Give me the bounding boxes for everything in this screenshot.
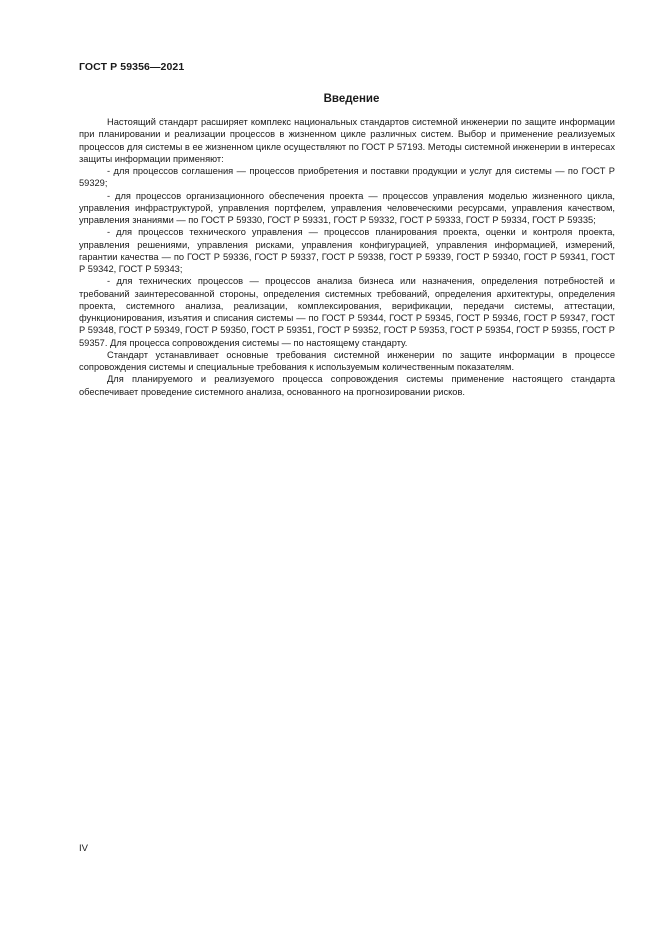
document-body	[79, 116, 615, 398]
page-number: IV	[79, 843, 88, 854]
paragraph-standard-scope: Стандарт устанавливает основные требования системной инженерии по защите информации в процессе сопровождения системы и специальные требования к используемым количественным показателям.	[79, 349, 615, 372]
document-code-header: ГОСТ Р 59356—2021	[79, 61, 185, 73]
section-title: Введение	[323, 93, 380, 105]
list-item-technical-management-processes: - для процессов технического управления — процессов планирования проекта, оценки и контроля проекта, управления решениями, управления рисками, управления конфигурацией, управления информацией, измерений, гарантии качества — по ГОСТ Р 59336, ГОСТ Р 59337, ГОСТ Р 59338, ГОСТ Р 59339, ГОСТ Р 59340, ГОСТ Р 59341, ГОСТ Р 59342, ГОСТ Р 59343;	[79, 227, 615, 274]
paragraph-intro: Настоящий стандарт расширяет комплекс национальных стандартов системной инженерии по защите информации при планировании и реализации процессов в жизненном цикле различных систем. Выбор и применение реализуемых процессов для системы в ее жизненном цикле осуществляют по ГОСТ Р 57193. Методы системной инженерии в интересах защиты информации применяют:	[79, 117, 615, 164]
paragraph-standard-purpose: Для планируемого и реализуемого процесса сопровождения системы применение настоящего стандарта обеспечивает проведение системного анализа, основанного на прогнозировании рисков.	[79, 374, 615, 397]
list-item-agreement-processes: - для процессов соглашения — процессов приобретения и поставки продукции и услуг для системы — по ГОСТ Р 59329;	[79, 166, 615, 189]
list-item-organizational-processes: - для процессов организационного обеспечения проекта — процессов управления моделью жизненного цикла, управления инфраструктурой, управления портфелем, управления человеческими ресурсами, управления качеством, управления знаниями — по ГОСТ Р 59330, ГОСТ Р 59331, ГОСТ Р 59332, ГОСТ Р 59333, ГОСТ Р 59334, ГОСТ Р 59335;	[79, 190, 615, 225]
list-item-technical-processes: - для технических процессов — процессов анализа бизнеса или назначения, определения потребностей и требований заинтересованной стороны, определения системных требований, определения архитектуры, определения проекта, системного анализа, реализации, комплексирования, верификации, передачи системы, аттестации, функционирования, изъятия и списания системы — по ГОСТ Р 59344, ГОСТ Р 59345, ГОСТ Р 59346, ГОСТ Р 59347, ГОСТ Р 59348, ГОСТ Р 59349, ГОСТ Р 59350, ГОСТ Р 59351, ГОСТ Р 59352, ГОСТ Р 59353, ГОСТ Р 59354, ГОСТ Р 59355, ГОСТ Р 59357. Для процесса сопровождения системы — по настоящему стандарту.	[79, 276, 615, 348]
